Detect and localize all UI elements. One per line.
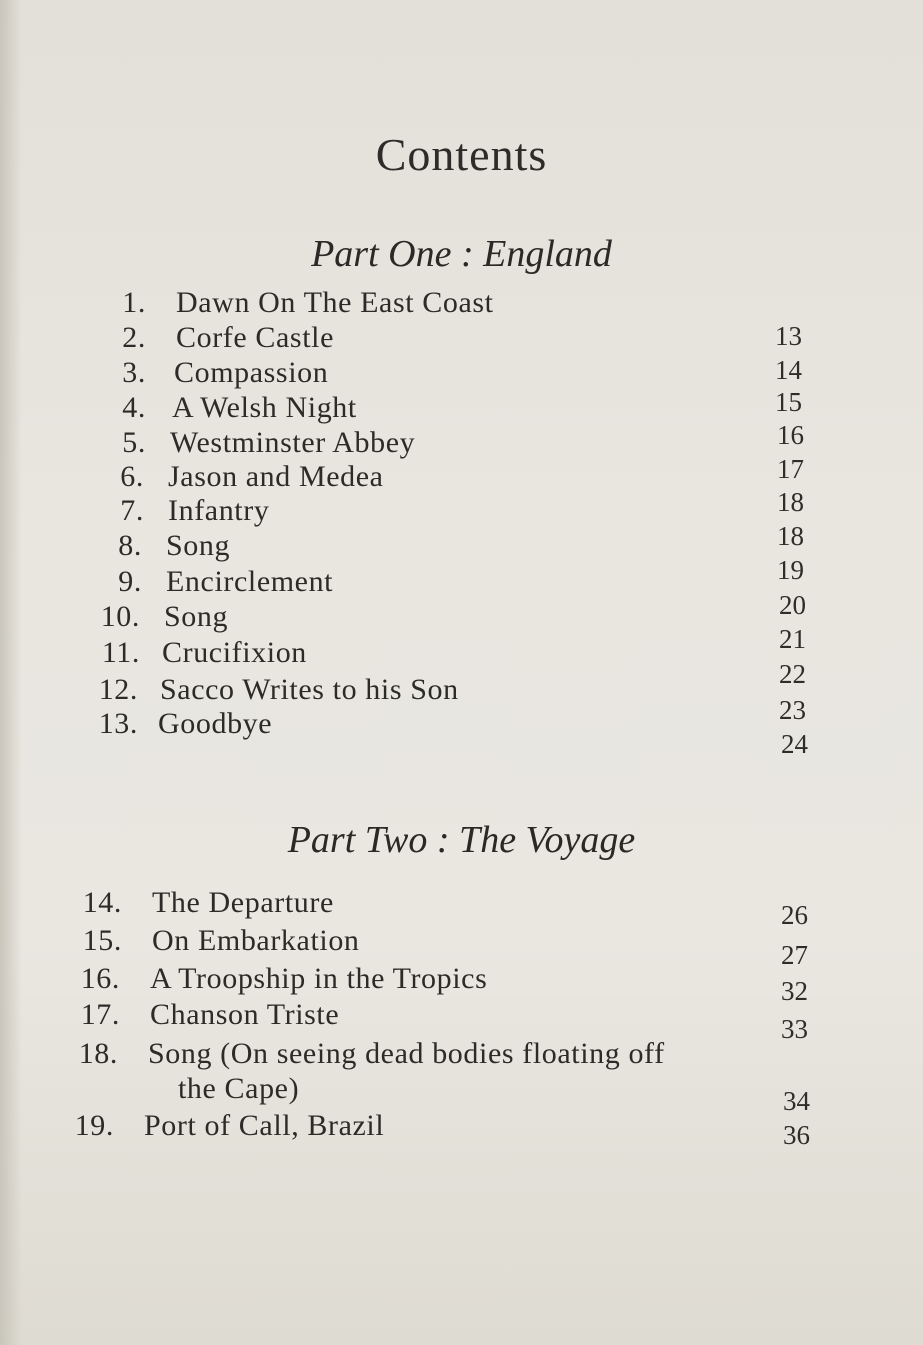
entry-number: 14.	[82, 886, 122, 919]
entry-title: Song	[166, 529, 231, 562]
entry-title: A Welsh Night	[172, 391, 357, 424]
entry-title: Dawn On The East Coast	[176, 286, 494, 319]
entry-title-continuation: the Cape)	[178, 1072, 300, 1105]
page-edge-shadow	[0, 0, 22, 1345]
entry-number: 6.	[120, 460, 144, 493]
entry-number: 8.	[118, 529, 142, 562]
entry-title: Jason and Medea	[168, 460, 384, 493]
entry-title: Compassion	[174, 356, 329, 389]
entry-title: A Troopship in the Tropics	[150, 962, 488, 995]
page-number: 34	[783, 1086, 810, 1116]
page-title: Contents	[375, 129, 548, 180]
page-number: 18	[777, 487, 804, 517]
entry-number: 3.	[122, 356, 146, 389]
page-number: 14	[775, 355, 802, 385]
entry-number: 7.	[120, 494, 144, 527]
entry-number: 5.	[122, 426, 146, 459]
part-two-heading: Part Two : The Voyage	[287, 819, 636, 861]
entry-number: 15.	[82, 924, 122, 957]
entry-title: Port of Call, Brazil	[144, 1109, 385, 1142]
entry-title: Song	[164, 600, 229, 633]
entry-number: 9.	[118, 565, 142, 598]
page-number: 18	[777, 521, 804, 551]
entry-number: 10.	[100, 600, 140, 633]
page-number: 17	[777, 454, 804, 484]
page-number: 15	[775, 387, 802, 417]
page-number: 32	[781, 976, 808, 1006]
entry-number: 18.	[78, 1037, 118, 1070]
page-number: 36	[783, 1120, 810, 1150]
entry-title: Corfe Castle	[176, 321, 334, 354]
entry-title: Infantry	[168, 494, 270, 527]
entry-title: Song (On seeing dead bodies floating off	[148, 1037, 665, 1070]
page-number: 24	[781, 729, 808, 759]
entry-title: Westminster Abbey	[170, 426, 416, 459]
page-number: 26	[781, 900, 808, 930]
entry-title: Encirclement	[166, 565, 334, 598]
entry-title: Goodbye	[158, 707, 273, 740]
entry-number: 1.	[122, 286, 146, 319]
entry-title: Crucifixion	[162, 636, 307, 669]
page-number: 22	[779, 659, 806, 689]
entry-title: Sacco Writes to his Son	[160, 673, 459, 706]
entry-title: The Departure	[152, 886, 334, 919]
entry-number: 4.	[122, 391, 146, 424]
entry-number: 12.	[98, 673, 138, 706]
page-number: 21	[779, 624, 806, 654]
entry-title: On Embarkation	[152, 924, 360, 957]
part-one-heading: Part One : England	[311, 233, 612, 275]
page-number: 27	[781, 940, 808, 970]
entry-number: 11.	[101, 636, 140, 669]
entry-number: 16.	[80, 962, 120, 995]
page-number: 13	[775, 321, 802, 351]
page-number: 19	[777, 555, 804, 585]
page-number: 23	[779, 695, 806, 725]
page-number: 20	[779, 590, 806, 620]
page-number: 16	[777, 420, 804, 450]
entry-number: 19.	[74, 1109, 114, 1142]
page-number: 33	[781, 1014, 808, 1044]
entry-number: 13.	[98, 707, 138, 740]
entry-number: 2.	[122, 321, 146, 354]
entry-title: Chanson Triste	[150, 998, 340, 1031]
entry-number: 17.	[80, 998, 120, 1031]
